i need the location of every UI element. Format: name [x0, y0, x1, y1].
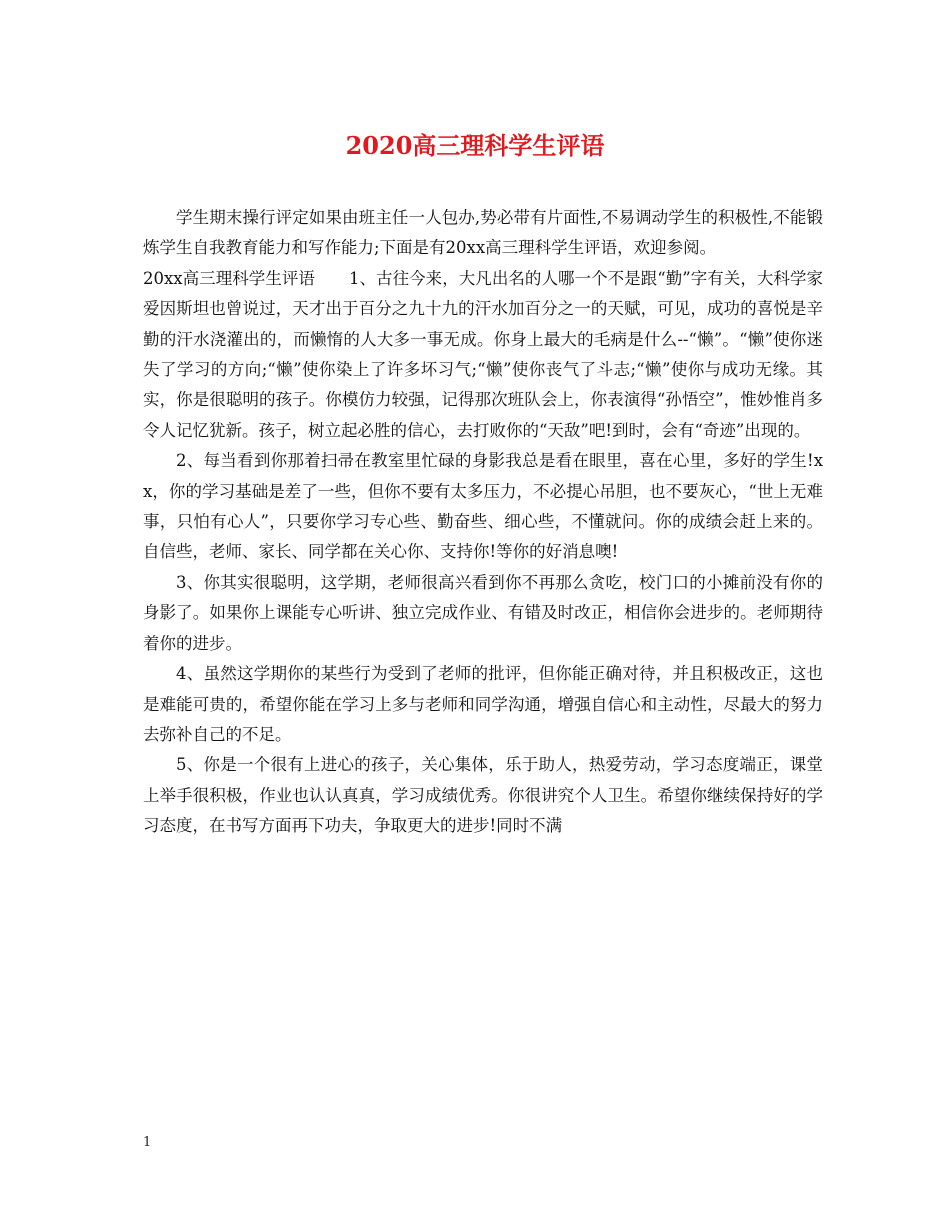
document-body — [143, 203, 823, 842]
comment-paragraph-4: 4、虽然这学期你的某些行为受到了老师的批评，但你能正确对待，并且积极改正，这也是难能可贵的，希望你能在学习上多与老师和同学沟通，增强自信心和主动性，尽最大的努力去弥补自己的不足。 — [143, 664, 823, 744]
intro-paragraph: 学生期末操行评定如果由班主任一人包办,势必带有片面性,不易调动学生的积极性,不能锻炼学生自我教育能力和写作能力;下面是有20xx高三理科学生评语，欢迎参阅。 — [143, 208, 823, 258]
section-heading: 20xx高三理科学生评语 — [143, 268, 315, 288]
comment-paragraph-3: 3、你其实很聪明，这学期，老师很高兴看到你不再那么贪吃，校门口的小摊前没有你的身影了。如果你上课能专心听讲、独立完成作业、有错及时改正，相信你会进步的。老师期待着你的进步。 — [143, 572, 823, 653]
comment-paragraph-5: 5、你是一个很有上进心的孩子，关心集体，乐于助人，热爱劳动，学习态度端正，课堂上举手很积极，作业也认认真真，学习成绩优秀。你很讲究个人卫生。希望你继续保持好的学习态度，在书写方面再下功夫，争取更大的进步!同时不满 — [143, 755, 823, 836]
document-title: 2020高三理科学生评语 — [345, 131, 605, 160]
page-number: 1 — [143, 1135, 152, 1150]
comment-paragraph-1 — [143, 264, 823, 446]
comment-paragraph-2: 2、每当看到你那着扫帚在教室里忙碌的身影我总是看在眼里，喜在心里，多好的学生!xx，你的学习基础是差了一些，但你不要有太多压力，不必提心吊胆，也不要灰心，“世上无难事，只怕有心人”，只要你学习专心些、勤奋些、细心些，不懂就问。你的成绩会赶上来的。自信些，老师、家长、同学都在关心你、支持你!等你的好消息噢! — [143, 451, 823, 562]
comment-text-1: 1、古往今来，大凡出名的人哪一个不是跟“勤”字有关，大科学家爱因斯坦也曾说过，天才出于百分之九十九的汗水加百分之一的天赋，可见，成功的喜悦是辛勤的汗水浇灌出的，而懒惰的人大多一事无成。你身上最大的毛病是什么--“懒”。“懒”使你迷失了学习的方向;“懒”使你染上了许多坏习气;“懒”使你丧气了斗志;“懒”使你与成功无缘。其实，你是很聪明的孩子。你模仿力较强，记得那次班队会上，你表演得“孙悟空”，惟妙惟肖多令人记忆犹新。孩子，树立起必胜的信心，去打败你的“天敌”吧!到时，会有“奇迹”出现的。 — [143, 268, 823, 440]
